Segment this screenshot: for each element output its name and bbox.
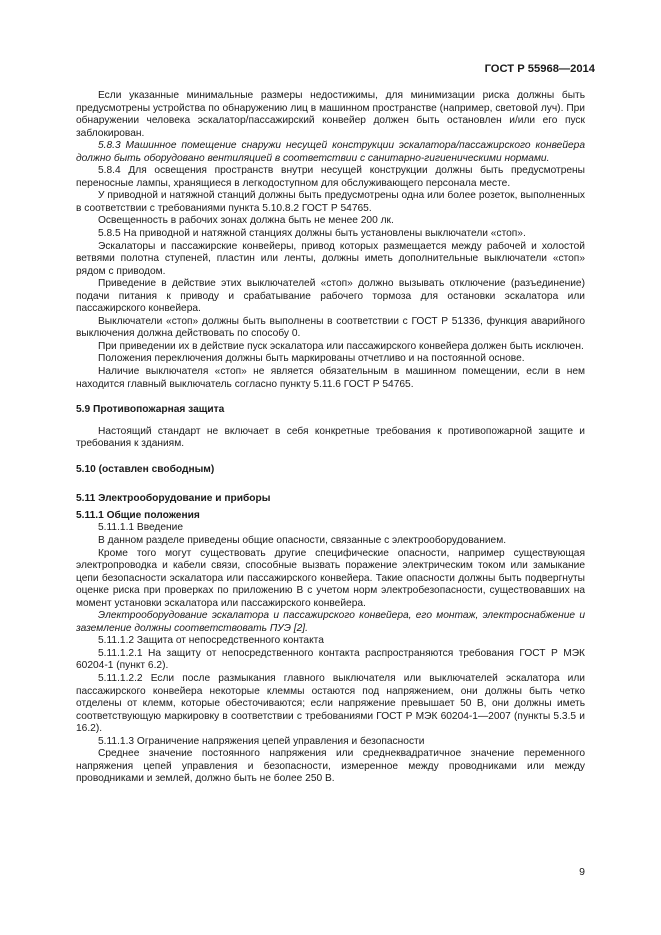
paragraph: Положения переключения должны быть маркированы отчетливо и на постоянной основе. (98, 353, 525, 365)
paragraph: Если указанные минимальные размеры недостижимы, для минимизации риска должны быть предусмотрены устройства по обнаружению лиц в машинном пространстве (например, световой луч). При обнаружении человека эскалатор/пассажирский конвейер должен быть остановлен и/или его пуск заблокирован. (76, 90, 585, 139)
paragraph: В данном разделе приведены общие опасности, связанные с электрооборудованием. (98, 534, 507, 546)
paragraph: Приведение в действие этих выключателей «стоп» должно вызывать отключение (разъединение) подачи питания к приводу и срабатывание рабочего тормоза для остановки эскалатора или пассажирского конвейера. (76, 278, 585, 315)
paragraph: 5.8.3 Машинное помещение снаружи несущей конструкции эскалатора/пассажирского конвейера должно быть оборудовано вентиляцией в соответствии с санитарно-гигиеническими нормами. (76, 140, 585, 164)
document-header: ГОСТ Р 55968—2014 (484, 63, 595, 75)
section-heading: 5.10 (оставлен свободным) (76, 463, 215, 475)
paragraph: 5.11.1.2.1 На защиту от непосредственного контакта распространяются требования ГОСТ Р МЭК 60204-1 (пункт 6.2). (76, 647, 585, 672)
paragraph: 5.8.4 Для освещения пространств внутри несущей конструкции должны быть предусмотрены переносные лампы, хранящиеся в легкодоступном для обслуживающего персонала месте. (76, 165, 585, 189)
paragraph: 5.11.1.2.2 Если после размыкания главного выключателя или выключателей эскалатора или пассажирского конвейера некоторые клеммы остаются под напряжением, они должны быть четко отделены от клемм, которые обесточиваются; если напряжение превышает 50 В, они должны иметь соответствующую маркировку в соответствии с требованиями ГОСТ Р МЭК 60204-1—2007 (пункты 5.3.5 и 16.2). (76, 672, 585, 735)
page-number: 9 (579, 866, 585, 878)
paragraph: Кроме того могут существовать другие специфические опасности, например существующая электропроводка и кабели связи, способные вызвать поражение электрическим током или замыкание цепи безопасности эскалатора или пассажирского конвейера. Такие опасности должны быть подвергнуты оценке риска при проверках по приложению В с учетом норм электробезопасности, существовавших на момент установки эскалатора или пассажирского конвейера. (76, 547, 585, 609)
paragraph: 5.11.1.2 Защита от непосредственного контакта (98, 635, 324, 647)
paragraph: Настоящий стандарт не включает в себя конкретные требования к противопожарной защите и требования к зданиям. (76, 425, 585, 450)
paragraph: Наличие выключателя «стоп» не является обязательным в машинном помещении, если в нем находится главный выключатель согласно пункту 5.11.6 ГОСТ Р 54765. (76, 366, 585, 390)
subsection-heading: 5.11.1 Общие положения (76, 509, 200, 521)
paragraph: Среднее значение постоянного напряжения или среднеквадратичное значение переменного напряжения цепей управления и безопасности, измеренное между проводниками или между проводниками и землей, должно быть не более 250 В. (76, 748, 585, 785)
paragraph: Электрооборудование эскалатора и пассажирского конвейера, его монтаж, электроснабжение и заземление должны соответствовать ПУЭ [2]. (76, 610, 585, 634)
paragraph: При приведении их в действие пуск эскалатора или пассажирского конвейера должен быть исключен. (98, 340, 584, 352)
paragraph: У приводной и натяжной станций должны быть предусмотрены одна или более розеток, выполненных в соответствии с требованиями пункта 5.10.8.2 ГОСТ Р 54765. (76, 190, 585, 214)
section-heading: 5.11 Электрооборудование и приборы (76, 493, 271, 505)
paragraph: 5.11.1.1 Введение (98, 522, 184, 534)
paragraph: 5.11.1.3 Ограничение напряжения цепей управления и безопасности (98, 735, 425, 747)
section-heading: 5.9 Противопожарная защита (76, 404, 225, 416)
document-body (76, 90, 585, 786)
paragraph: 5.8.5 На приводной и натяжной станциях должны быть установлены выключатели «стоп». (98, 228, 526, 240)
paragraph: Освещенность в рабочих зонах должна быть не менее 200 лк. (98, 215, 394, 227)
paragraph: Выключатели «стоп» должны быть выполнены в соответствии с ГОСТ Р 51336, функция аварийного выключения должна действовать по способу 0. (76, 315, 585, 340)
paragraph: Эскалаторы и пассажирские конвейеры, привод которых размещается между рабочей и холостой ветвями полотна ступеней, пластин или ленты, должны иметь дополнительные выключатели «стоп» рядом с приводом. (76, 240, 585, 277)
